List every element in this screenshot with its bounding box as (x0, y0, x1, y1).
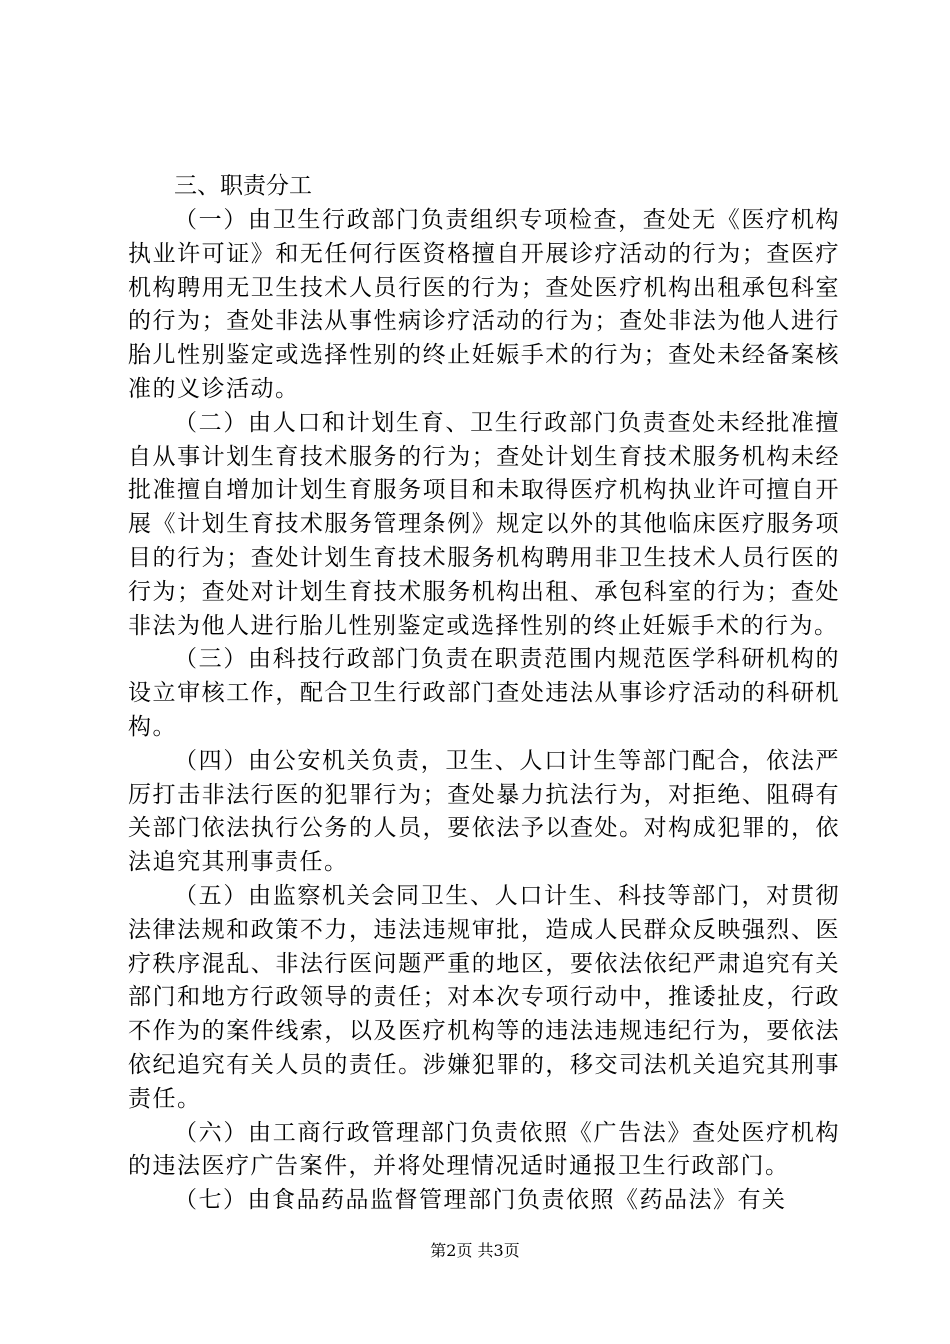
page-number-footer: 第2页 共3页 (430, 1241, 520, 1260)
document-body (128, 170, 840, 1218)
paragraph-6: （六）由工商行政管理部门负责依照《广告法》查处医疗机构的违法医疗广告案件，并将处理情况适时通报卫生行政部门。 (128, 1119, 840, 1180)
section-heading: 三、职责分工 (174, 173, 312, 199)
paragraph-1: （一）由卫生行政部门负责组织专项检查，查处无《医疗机构执业许可证》和无任何行医资格擅自开展诊疗活动的行为；查医疗机构聘用无卫生技术人员行医的行为；查处医疗机构出租承包科室的行为；查处非法从事性病诊疗活动的行为；查处非法为他人进行胎儿性别鉴定或选择性别的终止妊娠手术的行为；查处未经备案核准的义诊活动。 (128, 207, 840, 402)
paragraph-7: （七）由食品药品监督管理部门负责依照《药品法》有关 (174, 1187, 787, 1214)
paragraph-4: （四）由公安机关负责，卫生、人口计生等部门配合，依法严厉打击非法行医的犯罪行为；查处暴力抗法行为，对拒绝、阻碍有关部门依法执行公务的人员，要依法予以查处。对构成犯罪的，依法追究其刑事责任。 (128, 747, 840, 876)
paragraph-3: （三）由科技行政部门负责在职责范围内规范医学科研机构的设立审核工作，配合卫生行政部门查处违法从事诊疗活动的科研机构。 (128, 646, 840, 740)
paragraph-5: （五）由监察机关会同卫生、人口计生、科技等部门，对贯彻法律法规和政策不力，违法违规审批，造成人民群众反映强烈、医疗秩序混乱、非法行医问题严重的地区，要依法依纪严肃追究有关部门和地方行政领导的责任；对本次专项行动中，推诿扯皮，行政不作为的案件线索，以及医疗机构等的违法违规违纪行为，要依法依纪追究有关人员的责任。涉嫌犯罪的，移交司法机关追究其刑事责任。 (128, 882, 840, 1112)
paragraph-2: （二）由人口和计划生育、卫生行政部门负责查处未经批准擅自从事计划生育技术服务的行为；查处计划生育技术服务机构未经批准擅自增加计划生育服务项目和未取得医疗机构执业许可擅自开展《计划生育技术服务管理条例》规定以外的其他临床医疗服务项目的行为；查处计划生育技术服务机构聘用非卫生技术人员行医的行为；查处对计划生育技术服务机构出租、承包科室的行为；查处非法为他人进行胎儿性别鉴定或选择性别的终止妊娠手术的行为。 (128, 409, 840, 639)
